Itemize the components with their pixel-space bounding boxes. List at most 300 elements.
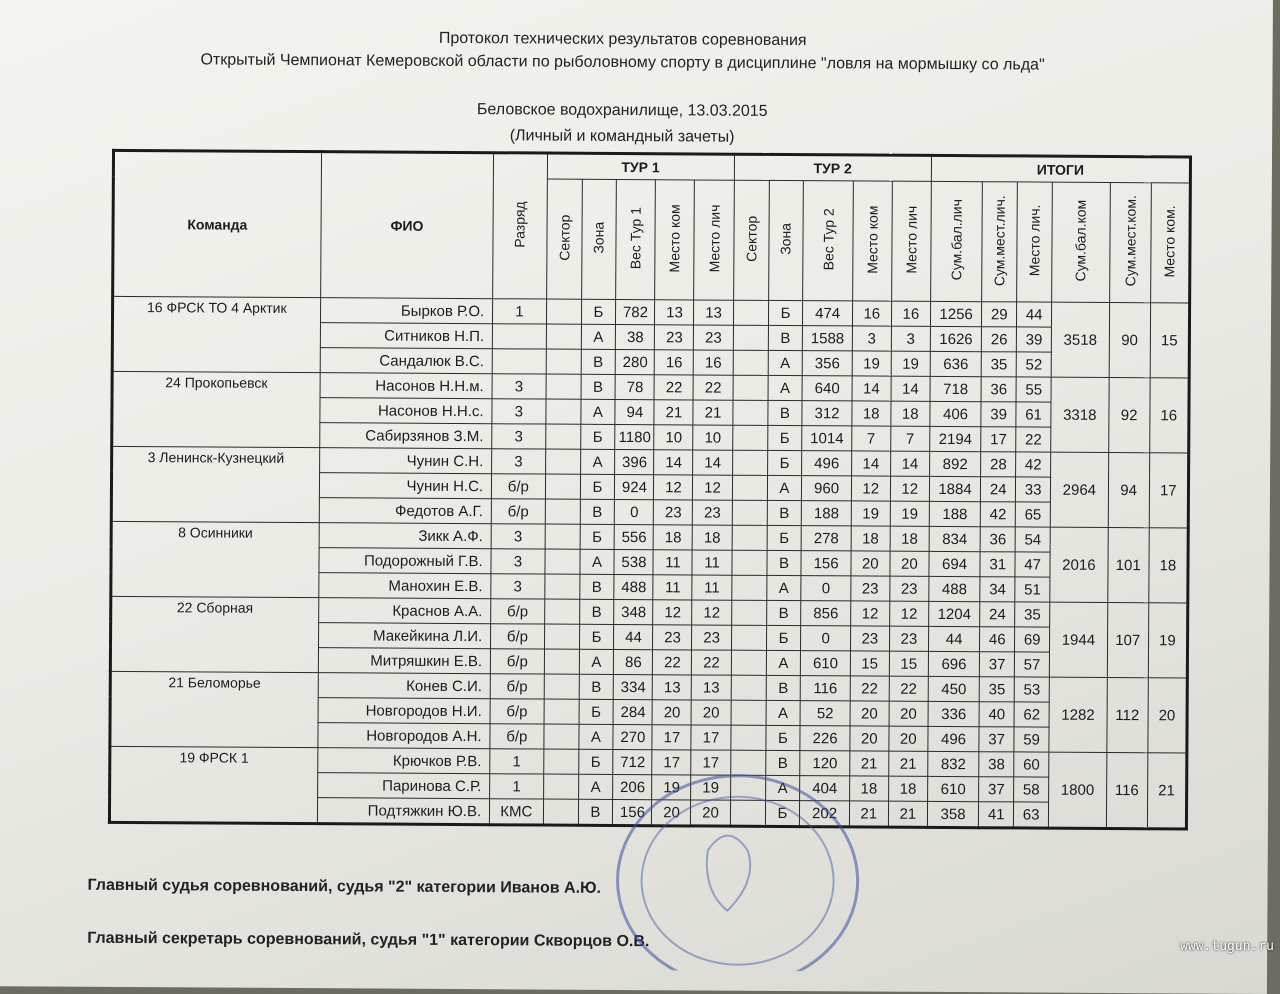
sum-places-team: 92 [1108, 377, 1150, 452]
sum-places-team: 116 [1106, 752, 1148, 828]
t2-zone: В [767, 500, 802, 525]
t1-sector [545, 499, 580, 524]
t2-team-place: 18 [851, 526, 890, 551]
t1-weight: 284 [613, 699, 652, 724]
header-t1-zone: Зона [581, 179, 617, 299]
place-team: 17 [1149, 453, 1189, 528]
sum-places-personal: 17 [981, 427, 1016, 452]
sum-points-personal: 406 [930, 401, 982, 426]
t1-sector [545, 399, 580, 424]
t1-personal-place: 12 [692, 600, 731, 625]
sum-places-personal: 36 [981, 377, 1016, 402]
t1-zone: Б [579, 624, 614, 649]
t1-team-place: 13 [655, 300, 694, 325]
header-rank: Разряд [493, 153, 547, 299]
member-name: Подтяжкин Ю.В. [317, 798, 490, 825]
t2-sector [733, 375, 768, 400]
sum-points-personal: 1626 [930, 326, 982, 351]
t1-weight: 396 [615, 449, 654, 474]
t2-personal-place: 21 [888, 801, 927, 827]
member-name: Краснов А.А. [318, 598, 491, 624]
sum-points-personal: 488 [929, 576, 981, 601]
header-t1-sector: Сектор [546, 179, 582, 299]
place-personal: 44 [1017, 302, 1052, 327]
t1-personal-place: 23 [693, 500, 732, 525]
member-name: Манохин Е.В. [318, 573, 491, 599]
member-name: Конев С.И. [318, 673, 491, 699]
sum-points-team: 1282 [1049, 677, 1107, 752]
t2-weight: 404 [800, 776, 849, 801]
member-rank: 3 [491, 524, 545, 549]
championship-title: Открытый Чемпионат Кемеровской области по рыболовному спорту в дисциплине "ловля на мормышку со льда" [200, 51, 1045, 74]
member-rank: б/р [490, 699, 544, 724]
t1-zone: А [578, 724, 613, 749]
member-rank: КМС [490, 799, 544, 825]
t1-personal-place: 16 [694, 350, 733, 375]
t1-weight: 44 [614, 624, 653, 649]
t2-team-place: 22 [850, 676, 889, 701]
sum-points-personal: 1204 [929, 601, 981, 626]
sum-points-personal: 834 [929, 526, 981, 551]
member-name: Бырков Р.О. [320, 298, 493, 324]
t1-weight: 78 [615, 374, 654, 399]
member-rank: 1 [493, 299, 547, 324]
header-t1-weight: Вес Тур 1 [616, 179, 656, 299]
t1-weight: 38 [616, 324, 655, 349]
t1-sector [544, 624, 579, 649]
sum-places-personal: 26 [982, 327, 1017, 352]
t2-personal-place: 22 [889, 676, 928, 701]
sum-places-personal: 40 [979, 702, 1014, 727]
sum-places-team: 94 [1108, 452, 1150, 527]
t2-zone: А [766, 700, 801, 725]
t1-zone: А [580, 449, 615, 474]
member-name: Сабирзянов З.М. [319, 423, 492, 449]
t1-zone: Б [579, 699, 614, 724]
t2-zone: В [768, 325, 803, 350]
t1-sector [544, 649, 579, 674]
header-tour2: ТУР 2 [734, 154, 931, 181]
place-team: 19 [1148, 603, 1188, 678]
sum-points-personal: 892 [929, 451, 981, 476]
t2-team-place: 12 [851, 476, 890, 501]
t1-personal-place: 10 [693, 425, 732, 450]
t1-sector [545, 474, 580, 499]
member-name: Сандалюк В.С. [320, 348, 493, 374]
t1-personal-place: 17 [691, 725, 730, 750]
t2-personal-place: 3 [891, 326, 930, 351]
team-name: 16 ФРСК ТО 4 Арктик [112, 296, 320, 372]
t1-zone: В [579, 599, 614, 624]
place-personal: 69 [1015, 627, 1050, 652]
header-fio: ФИО [320, 152, 493, 299]
t2-weight: 1588 [803, 326, 852, 351]
t2-weight: 312 [802, 401, 851, 426]
sum-places-personal: 24 [980, 602, 1015, 627]
t1-team-place: 20 [652, 700, 691, 725]
t1-zone: В [581, 349, 616, 374]
results-body [109, 296, 1189, 829]
t2-personal-place: 20 [889, 701, 928, 726]
header-sum-points-team: Сум.бал.ком [1052, 182, 1110, 302]
t1-zone: Б [580, 424, 615, 449]
place-personal: 63 [1014, 802, 1049, 828]
place-personal: 47 [1015, 552, 1050, 577]
sum-places-personal: 39 [981, 402, 1016, 427]
t1-personal-place: 21 [693, 400, 732, 425]
sum-points-personal: 718 [930, 376, 982, 401]
t1-sector [544, 674, 579, 699]
place-personal: 55 [1016, 377, 1051, 402]
t2-zone: В [765, 750, 800, 775]
t2-sector [733, 325, 768, 350]
t2-personal-place: 12 [890, 476, 929, 501]
place-team: 20 [1148, 678, 1188, 753]
t2-sector [731, 700, 766, 725]
sum-points-team: 1944 [1049, 602, 1107, 677]
t2-team-place: 19 [851, 501, 890, 526]
t2-zone: А [767, 475, 802, 500]
header-totals: ИТОГИ [931, 155, 1190, 183]
t1-weight: 270 [613, 724, 652, 749]
t1-personal-place: 13 [692, 675, 731, 700]
t2-personal-place: 21 [889, 751, 928, 776]
t2-zone: А [768, 350, 803, 375]
t2-zone: Б [767, 450, 802, 475]
t2-weight: 610 [801, 651, 850, 676]
member-rank: б/р [491, 624, 545, 649]
t1-weight: 86 [614, 649, 653, 674]
t2-team-place: 18 [849, 776, 888, 801]
t2-weight: 856 [801, 601, 850, 626]
member-name: Чунин С.Н. [319, 448, 492, 474]
t1-personal-place: 19 [691, 775, 730, 800]
member-name: Новгородов Н.И. [318, 698, 491, 724]
official-stamp [557, 770, 878, 972]
sum-points-personal: 832 [928, 751, 980, 776]
t1-personal-place: 13 [694, 300, 733, 325]
t2-team-place: 7 [851, 426, 890, 451]
place-personal: 35 [1015, 602, 1050, 627]
t2-personal-place: 20 [889, 726, 928, 751]
t1-weight: 156 [613, 799, 652, 825]
header-t2-weight: Вес Тур 2 [803, 181, 853, 301]
member-rank: б/р [491, 499, 545, 524]
place-personal: 61 [1016, 402, 1051, 427]
sum-places-personal: 35 [981, 352, 1016, 377]
t1-weight: 1180 [615, 424, 654, 449]
t2-zone: В [766, 550, 801, 575]
sum-points-personal: 358 [927, 801, 979, 827]
t2-zone: Б [766, 625, 801, 650]
t1-team-place: 20 [652, 800, 691, 826]
t2-sector [732, 425, 767, 450]
t1-sector [545, 549, 580, 574]
t1-personal-place: 14 [693, 450, 732, 475]
t1-sector [544, 574, 579, 599]
t2-team-place: 21 [849, 751, 888, 776]
t2-weight: 0 [801, 626, 850, 651]
t1-sector [545, 449, 580, 474]
header-tour1: ТУР 1 [547, 153, 734, 180]
sum-points-team: 3318 [1051, 377, 1109, 452]
sum-places-personal: 28 [981, 452, 1016, 477]
t1-weight: 334 [614, 674, 653, 699]
place-personal: 22 [1016, 427, 1051, 452]
t2-weight: 156 [801, 551, 850, 576]
t1-weight: 0 [615, 499, 654, 524]
t2-team-place: 15 [850, 651, 889, 676]
t1-zone: А [580, 399, 615, 424]
t2-sector [732, 525, 767, 550]
t1-sector [545, 424, 580, 449]
member-name: Федотов А.Г. [319, 498, 492, 524]
team-name: 24 Прокопьевск [112, 371, 320, 447]
sum-places-personal: 24 [981, 477, 1016, 502]
sum-points-team: 1800 [1049, 752, 1107, 828]
t2-team-place: 12 [850, 601, 889, 626]
t1-team-place: 19 [652, 775, 691, 800]
t2-team-place: 14 [851, 451, 890, 476]
t1-weight: 348 [614, 599, 653, 624]
t1-weight: 488 [614, 574, 653, 599]
t1-zone: А [579, 649, 614, 674]
t1-team-place: 22 [653, 650, 692, 675]
member-name: Паринова С.Р. [317, 773, 490, 799]
t1-team-place: 12 [654, 475, 693, 500]
sum-points-team: 2016 [1050, 527, 1108, 602]
sum-points-personal: 694 [929, 551, 981, 576]
team-name: 19 ФРСК 1 [109, 746, 317, 823]
sum-places-team: 112 [1107, 677, 1149, 752]
chief-secretary: Главный секретарь соревнований, судья "1" категории Скворцов О.В. [87, 929, 650, 951]
place-team: 16 [1149, 378, 1189, 453]
t2-weight: 278 [802, 526, 851, 551]
t2-team-place: 21 [849, 801, 888, 827]
sum-points-personal: 696 [928, 651, 980, 676]
member-name: Насонов Н.Н.м. [320, 373, 493, 399]
t2-personal-place: 19 [890, 501, 929, 526]
standings-type: (Личный и командный зачеты) [509, 127, 735, 146]
t1-weight: 924 [615, 474, 654, 499]
t1-weight: 94 [615, 399, 654, 424]
place-team: 15 [1150, 303, 1190, 378]
t1-personal-place: 22 [694, 375, 733, 400]
t2-sector [731, 625, 766, 650]
t2-personal-place: 19 [891, 351, 930, 376]
header-t1-personal-place: Место лич [694, 180, 734, 300]
member-name: Новгородов А.Н. [317, 723, 490, 749]
member-name: Ситников Н.П. [320, 323, 493, 349]
sum-places-personal: 37 [980, 652, 1015, 677]
t1-zone: Б [581, 299, 616, 324]
header-sum-places-personal: Сум.мест.лич. [982, 182, 1018, 302]
t1-personal-place: 20 [692, 700, 731, 725]
t1-sector [544, 599, 579, 624]
t2-team-place: 20 [850, 701, 889, 726]
header-team: Команда [113, 150, 321, 297]
member-rank [492, 349, 546, 374]
t2-team-place: 20 [851, 551, 890, 576]
t2-personal-place: 18 [890, 526, 929, 551]
t1-team-place: 12 [653, 600, 692, 625]
t2-personal-place: 7 [890, 426, 929, 451]
t1-weight: 712 [613, 749, 652, 774]
t2-sector [732, 450, 767, 475]
t1-team-place: 10 [654, 425, 693, 450]
t2-weight: 226 [800, 726, 849, 751]
t2-personal-place: 23 [889, 626, 928, 651]
sum-points-team: 2964 [1050, 452, 1108, 527]
sum-points-personal: 1884 [929, 476, 981, 501]
place-personal: 33 [1016, 477, 1051, 502]
sum-places-team: 107 [1107, 602, 1149, 677]
t2-team-place: 23 [850, 626, 889, 651]
t2-team-place: 16 [852, 301, 891, 326]
place-personal: 65 [1015, 502, 1050, 527]
t2-personal-place: 15 [889, 651, 928, 676]
t2-weight: 474 [803, 301, 852, 326]
t2-sector [731, 575, 766, 600]
t2-sector [731, 650, 766, 675]
member-rank: б/р [490, 674, 544, 699]
header-sum-places-team: Сум.мест.ком. [1109, 182, 1151, 302]
member-name: Подорожный Г.В. [319, 548, 492, 574]
t1-zone: В [581, 374, 616, 399]
t2-weight: 496 [802, 451, 851, 476]
t2-zone: Б [765, 725, 800, 750]
t1-sector [546, 324, 581, 349]
t2-weight: 116 [801, 676, 850, 701]
watermark: www.tugun.ru [1180, 939, 1274, 954]
header-t2-team-place: Место ком [852, 181, 892, 301]
t2-weight: 120 [800, 751, 849, 776]
t2-zone: А [766, 575, 801, 600]
t2-sector [731, 600, 766, 625]
t1-team-place: 22 [654, 375, 693, 400]
t2-zone: В [767, 400, 802, 425]
sum-places-personal: 35 [979, 677, 1014, 702]
place-personal: 52 [1016, 352, 1051, 377]
sum-points-personal: 450 [928, 676, 980, 701]
member-name: Чунин Н.С. [319, 473, 492, 499]
t2-weight: 202 [800, 801, 849, 827]
t2-team-place: 14 [852, 376, 891, 401]
table-row [112, 446, 1189, 478]
t1-personal-place: 20 [691, 800, 730, 826]
sum-points-team: 3518 [1051, 302, 1109, 377]
member-rank: 3 [491, 574, 545, 599]
t2-zone: А [768, 375, 803, 400]
member-rank [492, 324, 546, 349]
table-row [112, 371, 1189, 403]
t2-zone: Б [767, 525, 802, 550]
sum-places-personal: 36 [980, 527, 1015, 552]
t1-personal-place: 17 [691, 750, 730, 775]
t1-zone: А [578, 774, 613, 799]
member-rank: б/р [491, 649, 545, 674]
place-team: 18 [1149, 528, 1189, 603]
t2-zone: Б [765, 800, 800, 826]
sum-places-personal: 37 [979, 727, 1014, 752]
t2-personal-place: 14 [891, 376, 930, 401]
place-personal: 53 [1014, 677, 1049, 702]
t2-personal-place: 14 [890, 451, 929, 476]
t1-zone: В [578, 799, 613, 825]
place-personal: 60 [1014, 752, 1049, 777]
sum-points-personal: 496 [928, 726, 980, 751]
t2-weight: 356 [803, 351, 852, 376]
t1-team-place: 17 [652, 750, 691, 775]
place-personal: 54 [1015, 527, 1050, 552]
t1-team-place: 23 [653, 625, 692, 650]
t1-zone: А [579, 549, 614, 574]
team-name: 21 Беломорье [110, 671, 318, 747]
member-rank: 3 [492, 449, 546, 474]
member-rank: б/р [490, 724, 544, 749]
venue-date: Беловское водохранилище, 13.03.2015 [476, 101, 768, 120]
t1-personal-place: 22 [692, 650, 731, 675]
sum-places-team: 90 [1109, 302, 1151, 377]
t2-weight: 188 [802, 501, 851, 526]
member-rank: 3 [491, 549, 545, 574]
t1-sector [546, 374, 581, 399]
t1-weight: 556 [615, 524, 654, 549]
member-rank: 1 [490, 774, 544, 799]
place-personal: 39 [1017, 327, 1052, 352]
sum-places-personal: 42 [981, 502, 1016, 527]
t1-sector [543, 724, 578, 749]
t2-personal-place: 18 [891, 401, 930, 426]
t2-team-place: 3 [852, 326, 891, 351]
t2-team-place: 20 [850, 726, 889, 751]
team-name: 22 Сборная [110, 596, 318, 672]
t2-team-place: 19 [852, 351, 891, 376]
t2-sector [731, 675, 766, 700]
t1-zone: В [579, 674, 614, 699]
t2-personal-place: 20 [890, 551, 929, 576]
sum-places-personal: 37 [979, 777, 1014, 802]
t2-sector [732, 500, 767, 525]
t2-zone: В [766, 675, 801, 700]
sum-points-personal: 2194 [930, 426, 982, 451]
t1-personal-place: 11 [692, 550, 731, 575]
t2-team-place: 18 [852, 401, 891, 426]
team-name: 3 Ленинск-Кузнецкий [111, 446, 319, 522]
table-row [112, 296, 1189, 328]
t2-weight: 640 [802, 376, 851, 401]
header-t2-personal-place: Место лич [891, 181, 931, 301]
place-personal: 58 [1014, 777, 1049, 802]
t2-personal-place: 23 [890, 576, 929, 601]
sum-points-personal: 336 [928, 701, 980, 726]
chief-judge: Главный судья соревнований, судья "2" категории Иванов А.Ю. [87, 876, 602, 897]
sum-points-personal: 44 [928, 626, 980, 651]
sum-points-personal: 636 [930, 351, 982, 376]
t1-sector [546, 299, 581, 324]
header-place-team: Место ком. [1150, 183, 1190, 303]
t2-zone: Б [767, 425, 802, 450]
header-t2-zone: Зона [768, 180, 804, 300]
t1-zone: В [580, 499, 615, 524]
place-personal: 59 [1014, 727, 1049, 752]
member-rank: б/р [492, 474, 546, 499]
place-personal: 62 [1014, 702, 1049, 727]
t2-zone: А [766, 650, 801, 675]
sum-points-personal: 610 [927, 776, 979, 801]
t1-team-place: 23 [654, 500, 693, 525]
place-personal: 57 [1015, 652, 1050, 677]
